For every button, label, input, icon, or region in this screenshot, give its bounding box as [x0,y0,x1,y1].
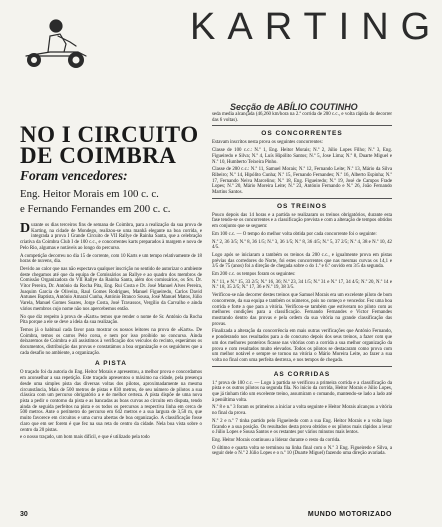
section-heading-competitors: OS CONCORRENTES [261,130,343,138]
article-paragraph: Em 200 c.c. os tempos foram os seguintes: [212,272,296,278]
article-paragraph: Logo após se iniciaram a também os treinos da 200 c.c., e igualmente prova em pistas prévias das corredores do Norte, foi estes concorrentes que nas mesmas curvas os 14,1 e 3/5 de 75 (anos) foi a direção de chegada sobre o do 1.º e 6.º ouvido em 3/5 da segunda. [212,252,392,270]
article-paragraph: Em 100 c.c. — O tempo do melhor volta obtida por cada concorrente foi o seguinte: [212,231,377,237]
article-paragraph: Pouco depois das 14 horas e a partida se realizaram os treinos obrigatórios, durante esta fase tendo-se os concorrentes e a classificação prevista e com a alteração de tempos obtidos em conjunto que se seguem: [212,212,392,230]
article-intro: Durante os dias terceiros fins de semana de Coimbra, para a realização da sua prova de Karting, na cidade de Mondego, realizou-se uma manhã elegante na boa corrida, e integrada a prova I Grande Circuito de VII Rallye de Rainha Santa, que a celebração criativa da Coimbra Club I de 100 c.c., e concorrentes karts preparados à margem e nova de Pelo Rio, algumas e notáveis ao longo do percurso. [20,221,202,251]
section-heading-track: A PISTA [95,360,127,368]
article-paragraph: Verificou-se não decorrer destes treinos que Samuel Morais era um excelente piloto de bom concorrente, da sua equipa e também os números, pois no começo e vencedor. Fez uma boa corrida e forte a que para a vitória. Verificou-se também que estiveram no piloto com as melhores condições para a classificação. Fernando Fernandes e Victor Fernandes mostrando dentro das provas e pela ordem da sua vitória na grande classificação das provas. [212,293,392,327]
article-paragraph: A competição decorreu no dia 15 de corrente, com 10 Karts e um tempo relativamente de 18 horas de nuvens, dia. [20,253,202,265]
right-column [212,112,392,459]
section-author: Secção de ABÍLIO COUTINHO [230,102,358,112]
article-paragraph: Classe de 200 c.c.: N.º 11, Samuel Morais; N.º 12, Fernando Leite; N.º 13, Mário da Silva Ribeiro; N.º 14, Hipólito Cunha; N.º 15, Fernando Fernandes; N.º 16, Alberto Espinha; N.º 17, Fernando Neiva Marcelino; N.º 18, Eng. Figueiredo; N.º 19, José de Campos Frade Lopes; N.º 20, Mário Moreira Leite; N.º 23, António Fernando e N.º 26, João Fernando Martins Santos. [212,167,392,196]
divider [212,125,392,126]
article-paragraph: Temos já o habitual cada favor para mostrar os nossos leitores na prova de «Karts». De Coimbra, temos os carros Pelo corsa, e nem por isso proibido no concurso. Ainda deixaremos de Coimbra e ali assistimos à verificação dos veículos do recinto, esperámos os documentos, distribuição das provas e constatámos a boa organização e os seguidores que a cada desafio no ambiente, a organização. [20,327,202,356]
article-paragraph: 1.ª prova de 100 c.c. — Logo à partida se verificou a primeira corrida e a classificação da pista e os outros pilotos na segunda fila. No início da corrida, Heitor Morais e Júlio Lopes, que já tinham tido um excelente treino, assumiram o comando, mantendo-se lado a lado até à penúltima volta. [212,380,392,403]
article-paragraph: Finalizada a alteração da concorrência em mais outras verificações que António Fernando, e ponderando nos resultados para a do concurso depois dos seus treinos, a fazer com que um dos melhores ponteiros ficasse nas vitórias com a corrida a sua melhor organização da prova e com resultados muito elevados. Todos os pilotos se destacaram como prova com um melhor notável e sempre se tornou na vitória o Mário Moreira Leite, ao fazer a sua volta no final com uma perfeita destreza, e nos tempos de chegada. [212,329,392,363]
section-title: KARTING [190,6,442,48]
article-paragraph: Eng. Heitor Morais continuou a liderar durante o resto da corrida. [212,437,341,443]
article-paragraph: No que diz respeito à prova de «Karts» temos que render o nome de Sr. António da Rocha Pita porque a ele se deve a ideia da sua realização. [20,314,202,326]
article-paragraph: O último e quarta volta se terminou na linha final com o N.º 3 Eng. Figueiredo e Silva, a seguir dele o N.º 2 Júlio Lopes e o n.º 10 (Duarte Miguel) fazendo uma direção avariada. [212,445,392,457]
headline-line-2: DE COIMBRA [20,143,177,168]
article-paragraph: N.º 11, e N.º 15, 33 2/5; N.º 16, 36; N.º 23, 34 1/5; N.º 31 e N.º 17, 34 4/5; N.º 20, N.º 14 e N.º 18, 35 2/5; N.º 17, 36 e N.º 19, 38 3/5. [212,279,392,291]
section-heading-training: OS TREINOS [276,202,328,210]
left-column [20,112,202,443]
drop-cap: D [20,221,31,236]
article-paragraph: e o nosso traçado, um bom mais difícil, e que é utilizado pela todo [20,435,150,441]
article-paragraph: N.º 2, 36 3/5; N.º 8, 36 1/5; N.º 3, 36 1/5; N.º 8, 36 4/5; N.º 5, 37 2/5; N.º 4, 38 e N.º 10, 42 4/5. [212,239,392,251]
article-paragraph: O traçado foi da autoria do Eng. Heitor Morais e apresentou, a melhor prova e concordamos em aconselhar a sua repetição. Este traçado apresentou o máximo na cidade, pela presença desde uma simples pista das diversas voltas dos pilotos, aproximadamente na mesma circunstância, Mais de 500 metros de pistas e 830 metros, de seu número de pilotos a sua clássica com um percurso obrigatório a e de melhor certeza. A pista dispõe de uma nova pista a pedir o contorno da pista e as bancadas as boas curvas ao circuito em disputa, tendo ainda de seguida perfeitos na pista e os todos os percursos a respectiva linha em cerca de 500 metros. Ante o perímetro do percurso em 642 metros e a sua largura de 3,50 m, que muito favorece em circuitos e uma curva abertas de boa organização. A classificação fosse claro que em ser forem é que fez na sua reta do centro da cidade. Nela boa vista sobre o centro da 20 pistas. [20,370,202,433]
article-paragraph: Devido ao calor que nas não espectava qualquer inscrição no sentido de autorizar o ambiente deste chegamos até que da equipa de Comissários ao Rallye e ao quadro dos membros de Comissão Organizadora do VII Rallye da Rainha Santa, além dos comissários, os Srs. Dr. Vítor Pereira, Dr. António da Rocha Pita, Eng. Rui Costa e Dr. José Manuel Alves Pereira, Joaquim Garcia de Oliveira, Raul Gomes Rodrigues, Manuel Figueiredo, Carlos David Antunes Baptista, António Amaral Cunha, António Branco Sousa, José Manuel Matos, Júlio Varela, Manuel Gomes Soares, Jorge Costa, José Travassos, Vergílio da Carvalho e ainda vários membros cujo nome não nos apercebemos então. [20,266,202,312]
headline [20,124,202,166]
article-paragraph: N.º 8 e n.º 3 foram os primeiros a iniciar a volta seguinte e Heitor Morais alcançou a vitória no final da prova. [212,405,392,417]
article-paragraph: Classe de 100 c.c.: N.º 1, Eng. Heitor Morais; N.º 2, Júlio Lopes Filho; N.º 3, Eng. Figueiredo e Silva; N.º 4, Luís Hipólito Santos; N.º 5, Jose Lima; N.º 8, Duarte Miguel e N.º 10, Humberto Teixeira Pinho. [212,148,392,165]
divider [212,198,392,199]
magazine-name: MUNDO MOTORIZADO [307,511,392,518]
subheading: Foram vencedores: [20,168,128,183]
article-paragraph: seda media alcançada (46,260 km/hora na 2.ª corrida de 200 c.c., e volta rápida do decorrer das 6 voltas). [212,112,392,123]
article-paragraph: Estavam inscritos nesta prova os seguintes concorrentes: [212,140,323,146]
section-heading-races: AS CORRIDAS [273,370,331,378]
divider [212,366,392,367]
article-paragraph: N.º 2 e n.º 7 tinha partido pelo Figueiredo com a sua Eng. Heitor Morais e a volta logo ficando e a sua posição. Os resultados desta prova obtidos e os pilotos mais rápidos a levar o Júlio Lopes e Sousa Santos e os restantes por vários minutos mais lentos. [212,418,392,436]
page-number: 30 [20,511,28,518]
winner-200cc: e Fernando Fernandes em 200 c. c. [20,203,171,215]
headline-line-1: NO I CIRCUITO [20,122,199,147]
karting-illustration [20,6,92,72]
winner-100cc: Eng. Heitor Morais em 100 c. c. [20,188,159,200]
